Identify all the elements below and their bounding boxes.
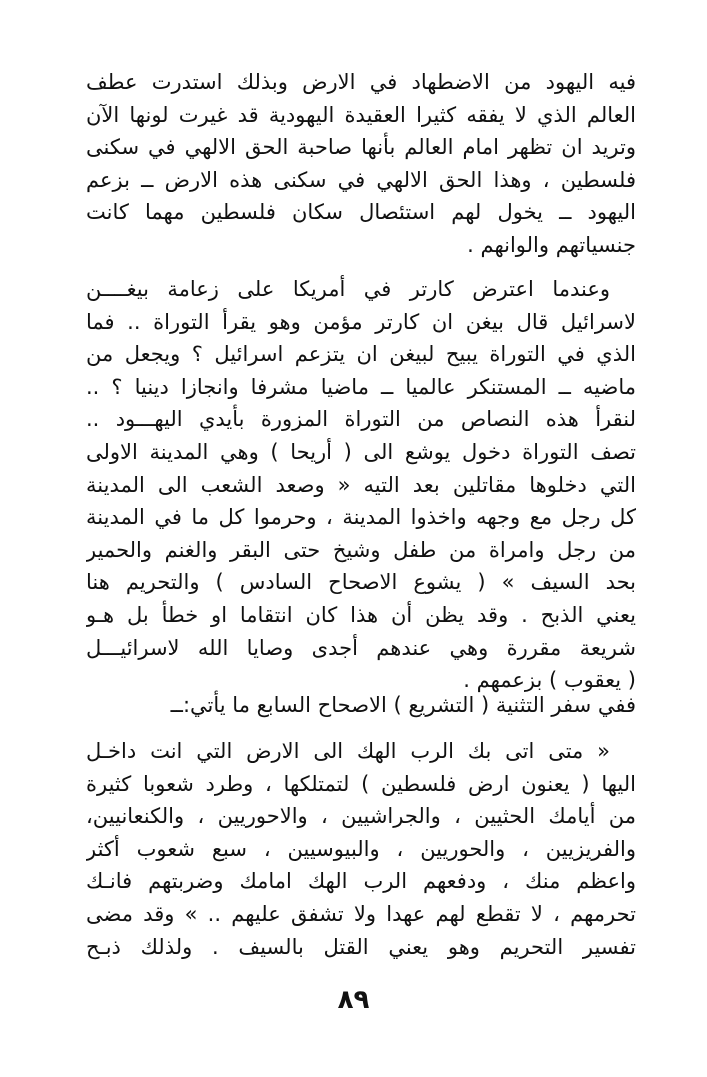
text-line: والفريزيين ، والحوريين ، والبيوسيين ، سبع شعوب أكثر xyxy=(86,836,636,861)
text-line: وعندما اعترض كارتر في أمريكا على زعامة بيغــــن xyxy=(86,277,610,301)
text-line: يعني الذبح . وقد يظن أن هذا كان انتقاما او خطأ بل هـو xyxy=(86,602,636,627)
text-line: اليها ( يعنون ارض فلسطين ) لتمتلكها ، وطرد شعوبا كثيرة xyxy=(86,771,636,796)
text-line: لاسرائيل قال بيغن ان كارتر مؤمن وهو يقرأ التوراة .. فما xyxy=(86,309,636,334)
text-line: من رجل وامراة من طفل وشيخ حتى البقر والغنم والحمير xyxy=(86,537,636,562)
text-line: « متى اتى بك الرب الهك الى الارض التي انت داخـل xyxy=(86,739,610,763)
text-line: تصف التوراة دخول يوشع الى ( أريحا ) وهي المدينة الاولى xyxy=(86,439,636,464)
text-line: واعظم منك ، ودفعهم الرب الهك امامك وضربتهم فانـك xyxy=(86,869,636,894)
paragraph-2 xyxy=(86,273,636,697)
text-line: ( يعقوب ) بزعمهم . xyxy=(463,668,636,693)
page-number: ٨٩ xyxy=(337,985,370,1015)
text-line: لنقرأ هذه النصاص من التوراة المزورة بأيدي اليهـــود .. xyxy=(86,407,636,432)
paragraph-1 xyxy=(86,66,636,262)
text-line: اليهود ــ يخول لهم استئصال سكان فلسطين مهما كانت xyxy=(86,200,636,225)
text-line: فيه اليهود من الاضطهاد في الارض وبذلك استدرت عطف xyxy=(86,70,636,94)
text-line: جنسياتهم والوانهم . xyxy=(467,232,636,257)
text-line: شريعة مقررة وهي عندهم أجدى وصايا الله لاسرائيـــل xyxy=(86,635,636,660)
text-line: من أيامك الحثيين ، والجراشيين ، والاحوريين ، والكنعانيين، xyxy=(86,804,636,829)
text-line: وتريد ان تظهر امام العالم بأنها صاحبة الحق الالهي في سكنى xyxy=(86,135,636,160)
text-line: ففي سفر التثنية ( التشريع ) الاصحاح السابع ما يأتي:ــ xyxy=(170,693,636,717)
text-line: تفسير التحريم وهو يعني القتل بالسيف . ولذلك ذبـح xyxy=(86,934,636,959)
text-line: الذي في التوراة يبيح لبيغن ان يتزعم اسرائيل ؟ ويجعل من xyxy=(86,342,636,367)
text-line: كل رجل مع وجهه واخذوا المدينة ، وحرموا كل ما في المدينة xyxy=(86,505,636,530)
text-line: العالم الذي لا يفقه كثيرا العقيدة اليهودية قد غيرت لونها الآن xyxy=(86,102,636,127)
text-line: ماضيه ــ المستنكر عالميا ــ ماضيا مشرفا وانجازا دينيا ؟ .. xyxy=(86,374,636,399)
text-line: بحد السيف » ( يشوع الاصحاح السادس ) والتحريم هنا xyxy=(86,570,636,595)
text-line: التي دخلوها مقاتلين بعد التيه « وصعد الشعب الى المدينة xyxy=(86,472,636,497)
paragraph-4 xyxy=(86,735,636,963)
text-line: تحرمهم ، لا تقطع لهم عهدا ولا تشفق عليهم .. » وقد مضى xyxy=(86,901,636,926)
paragraph-3 xyxy=(86,689,636,722)
text-line: فلسطين ، وهذا الحق الالهي في سكنى هذه الارض ــ بزعم xyxy=(86,167,636,192)
